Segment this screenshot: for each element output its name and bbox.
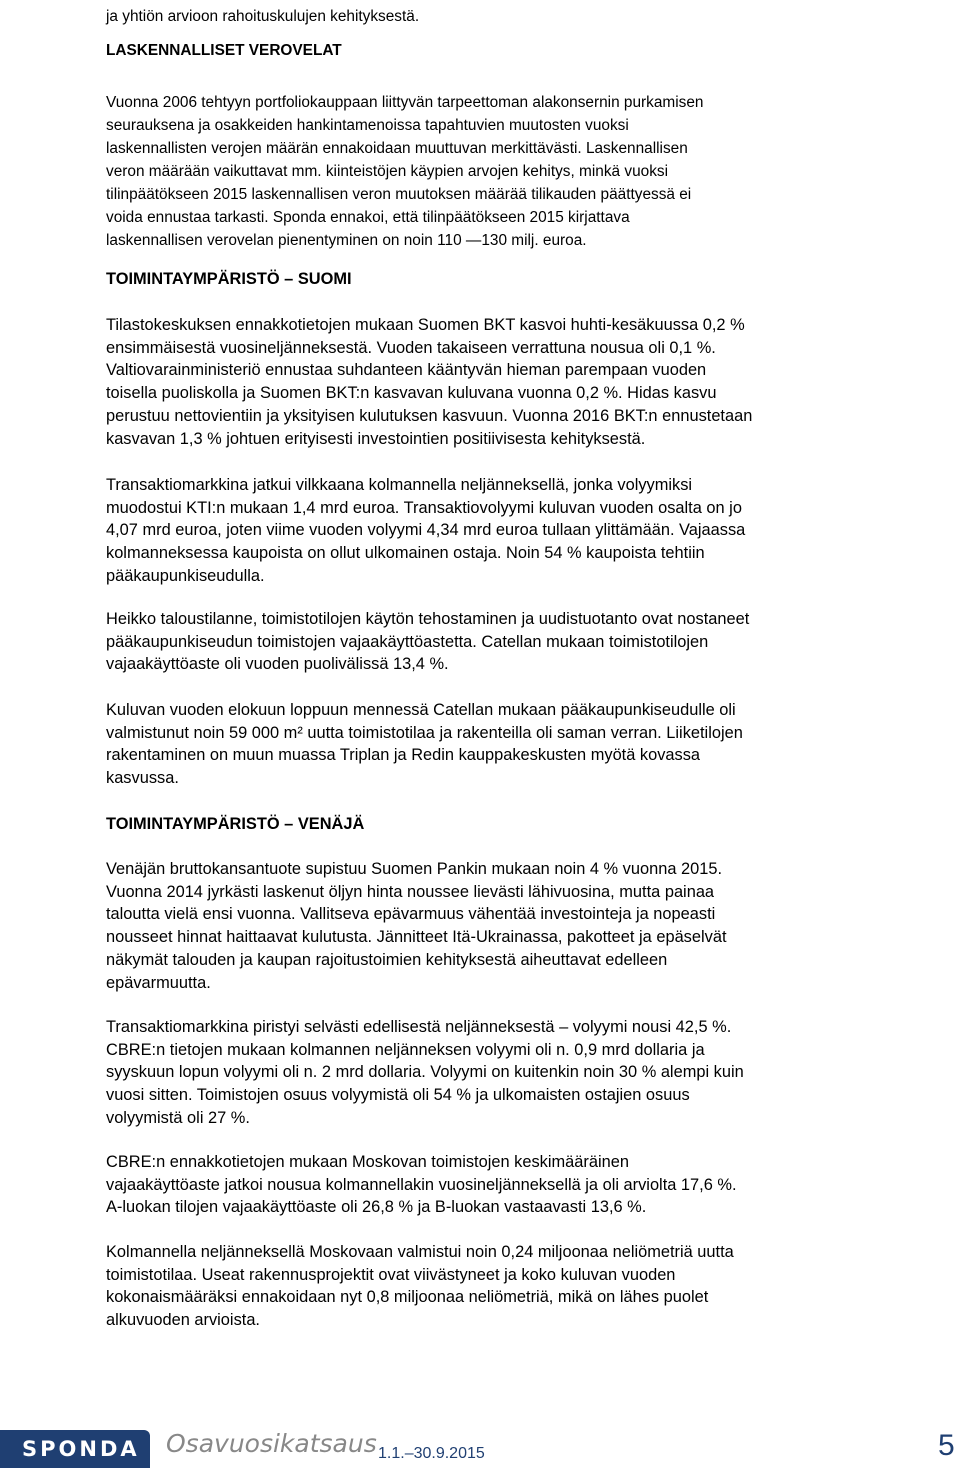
paragraph-line: Transaktiomarkkina piristyi selvästi edellisestä neljänneksestä – volyymi nousi 42,5 %. — [106, 1018, 732, 1036]
paragraph-line: Heikko taloustilanne, toimistotilojen käytön tehostaminen ja uudistuotanto ovat nostaneet — [106, 610, 750, 628]
paragraph-line: Tilastokeskuksen ennakkotietojen mukaan Suomen BKT kasvoi huhti-kesäkuussa 0,2 % — [106, 316, 745, 334]
paragraph-line: Kolmannella neljänneksellä Moskovaan valmistui noin 0,24 miljoonaa neliömetriä uutta — [106, 1243, 734, 1261]
paragraph-line: vuosi sitten. Toimistojen osuus volyymistä oli 54 % ja ulkomaisten ostajien osuus — [106, 1086, 690, 1105]
paragraph-line: Transaktiomarkkina jatkui vilkkaana kolmannella neljänneksellä, jonka volyymiksi — [106, 476, 693, 494]
paragraph-line: laskennallisten verojen määrän ennakoidaan muuttuvan merkittävästi. Laskennallisen — [106, 140, 688, 157]
logo-text: SPONDA — [22, 1437, 140, 1461]
paragraph-line: kasvavan 1,3 % johtuen erityisesti investointien positiivisesta kehityksestä. — [106, 429, 646, 448]
paragraph-line: CBRE:n tietojen mukaan kolmannen neljänneksen volyymi oli n. 0,9 mrd dollaria ja — [106, 1040, 705, 1059]
paragraph-line: volyymistä oli 27 %. — [106, 1108, 250, 1127]
section-heading: LASKENNALLISET VEROVELAT — [106, 42, 342, 59]
paragraph-line: A-luokan tilojen vajaakäyttöaste oli 26,8 % ja B-luokan vastaavasti 13,6 %. — [106, 1198, 647, 1217]
paragraph-line: tilinpäätökseen 2015 laskennallisen veron muutoksen määrää tilikauden päättyessä ei — [106, 186, 692, 203]
page-footer — [0, 1420, 960, 1469]
paragraph-line: syyskuun lopun volyymi oli n. 2 mrd dollaria. Volyymi on kuitenkin noin 30 % alempi kuin — [106, 1063, 744, 1082]
paragraph-line: toisella puoliskolla ja Suomen BKT:n kasvavan kuluvana vuonna 0,2 %. Hidas kasvu — [106, 384, 717, 403]
paragraph-line: Vuonna 2014 jyrkästi laskenut öljyn hinta noussee lievästi lähivuosina, mutta painaa — [106, 882, 715, 901]
paragraph-line: kokonaismääräksi ennakoidaan nyt 0,8 miljoonaa neliömetriä, mikä on lähes puolet — [106, 1288, 709, 1307]
paragraph-line: 4,07 mrd euroa, joten viime vuoden volyymi 4,34 mrd euroa tullaan ylittämään. Vajaassa — [106, 521, 746, 540]
paragraph-line: näkymät talouden ja kaupan rajoitustoimien kehityksestä aiheuttavat edelleen — [106, 950, 668, 969]
paragraph-line: rakentaminen on muun muassa Triplan ja Redin kauppakeskusten myötä kovassa — [106, 746, 701, 765]
paragraph-line: perustuu nettovientiin ja yksityisen kulutuksen kasvuun. Vuonna 2016 BKT:n ennustetaan — [106, 406, 753, 425]
paragraph-line: toimistotilaa. Useat rakennusprojektit ovat viivästyneet ja koko kuluvan vuoden — [106, 1265, 676, 1284]
paragraph-line: vajaakäyttöaste jatkoi nousua kolmannellakin vuosineljänneksellä ja oli arviolta 17,6 %. — [106, 1175, 737, 1194]
paragraph-line: epävarmuutta. — [106, 973, 211, 992]
paragraph-line: seurauksena ja osakkeiden hankintamenoissa tapahtuvien muutosten vuoksi — [106, 117, 629, 134]
paragraph-line: ensimmäisestä vuosineljänneksestä. Vuoden takaiseen verrattuna nousua oli 0,1 %. — [106, 338, 716, 357]
paragraph-line: Valtiovarainministeriö ennustaa suhdanteen kääntyvän hieman parempaan vuoden — [106, 361, 707, 380]
page-number: 5 — [938, 1429, 955, 1462]
paragraph-line: voida ennustaa tarkasti. Sponda ennakoi, että tilinpäätökseen 2015 kirjattava — [106, 209, 630, 226]
paragraph-line: taloutta vielä ensi vuonna. Vallitseva epävarmuus vähentää investointeja ja nopeasti — [106, 905, 716, 924]
paragraph-line: Venäjän bruttokansantuote supistuu Suomen Pankin mukaan noin 4 % vuonna 2015. — [106, 860, 723, 878]
paragraph-line: nousseet hinnat haittaavat kulutusta. Jännitteet Itä-Ukrainassa, pakotteet ja epäselvät — [106, 928, 727, 947]
paragraph-line: ja yhtiön arvioon rahoituskulujen kehityksestä. — [106, 8, 420, 25]
paragraph-line: laskennallisen verovelan pienentyminen on noin 110 —130 milj. euroa. — [106, 232, 587, 249]
section-heading: TOIMINTAYMPÄRISTÖ – VENÄJÄ — [106, 815, 365, 833]
paragraph-line: alkuvuoden arvioista. — [106, 1311, 260, 1330]
paragraph-line: Kuluvan vuoden elokuun loppuun mennessä Catellan mukaan pääkaupunkiseudulle oli — [106, 701, 736, 719]
paragraph-line: kasvussa. — [106, 769, 179, 788]
paragraph-line: Vuonna 2006 tehtyyn portfoliokauppaan liittyvän tarpeettoman alakonsernin purkamisen — [106, 94, 704, 111]
paragraph-line: valmistunut noin 59 000 m² uutta toimistotilaa ja rakenteilla oli saman verran. Liiketilojen — [106, 723, 743, 742]
paragraph-line: muodostui KTI:n mukaan 1,4 mrd euroa. Transaktiovolyymi kuluvan vuoden osalta on jo — [106, 498, 742, 517]
paragraph-line: veron määrään vaikuttavat mm. kiinteistöjen käypien arvojen kehitys, minkä vuoksi — [106, 163, 669, 180]
sponda-logo — [0, 1430, 150, 1468]
paragraph-line: CBRE:n ennakkotietojen mukaan Moskovan toimistojen keskimääräinen — [106, 1153, 629, 1171]
paragraph-line: kolmanneksessa kaupoista on ollut ulkomainen ostaja. Noin 54 % kaupoista tehtiin — [106, 544, 705, 563]
section-heading: TOIMINTAYMPÄRISTÖ – SUOMI — [106, 270, 352, 288]
publication-title: Osavuosikatsaus — [166, 1429, 377, 1458]
paragraph-line: pääkaupunkiseudulla. — [106, 566, 265, 585]
paragraph-line: pääkaupunkiseudun toimistojen vajaakäyttöastetta. Catellan mukaan toimistotilojen — [106, 632, 709, 651]
paragraph-line: vajaakäyttöaste oli vuoden puolivälissä 13,4 %. — [106, 655, 449, 674]
report-period: 1.1.–30.9.2015 — [378, 1445, 485, 1462]
